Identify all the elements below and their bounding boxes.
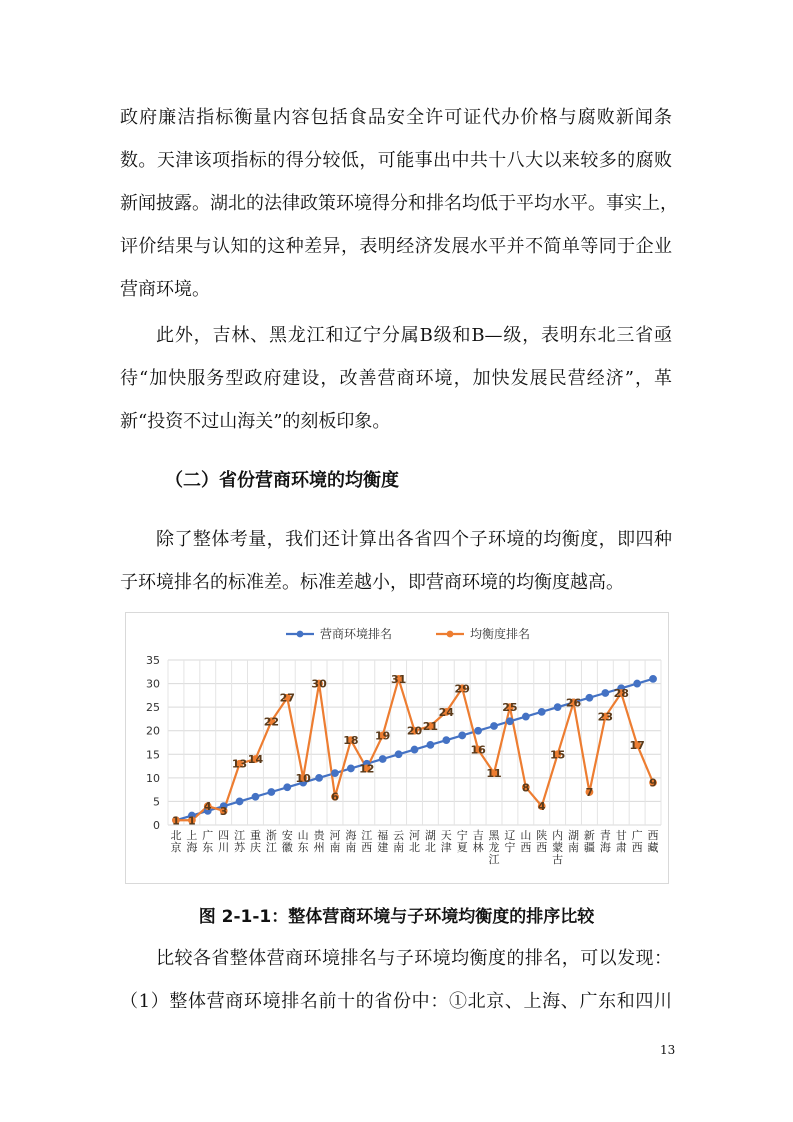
x-tick-label: 山东 <box>297 829 309 854</box>
data-point <box>395 751 402 758</box>
text-line: 除了整体考量，我们还计算出各省四个子环境的均衡度，即四种 <box>156 529 672 550</box>
data-point <box>650 675 657 682</box>
data-label: 29 <box>454 682 470 696</box>
data-point <box>347 765 354 772</box>
x-tick-label: 云南 <box>393 829 405 854</box>
data-label: 6 <box>331 790 339 804</box>
x-tick-label: 安徽 <box>281 829 293 854</box>
data-label: 25 <box>502 701 518 715</box>
x-tick-label: 辽宁 <box>504 829 516 854</box>
x-tick-label: 新疆 <box>583 829 595 854</box>
x-tick-label: 内蒙古 <box>552 829 564 866</box>
data-label: 7 <box>585 786 594 799</box>
x-tick-label: 福建 <box>377 829 389 854</box>
legend-label: 均衡度排名 <box>470 627 531 641</box>
x-tick-label: 贵州 <box>313 829 325 854</box>
data-point <box>475 727 482 734</box>
data-label: 27 <box>279 691 295 705</box>
data-label: 30 <box>311 677 327 691</box>
data-label: 12 <box>359 762 375 776</box>
ranking-comparison-chart <box>126 613 668 883</box>
figure-caption: 图 2-1-1：整体营商环境与子环境均衡度的排序比较 <box>198 907 595 927</box>
data-label: 26 <box>565 696 582 710</box>
x-tick-label: 上海 <box>186 829 198 854</box>
data-point <box>443 737 450 744</box>
x-tick-label: 西藏 <box>647 829 659 854</box>
data-label: 13 <box>231 757 248 771</box>
paragraph-3 <box>120 518 672 604</box>
text-line: 新“投资不过山海关”的刻板印象。 <box>120 411 391 432</box>
x-tick-label: 重庆 <box>249 829 261 854</box>
data-point <box>538 708 545 715</box>
data-label: 4 <box>203 800 212 814</box>
y-tick-label: 15 <box>146 748 160 762</box>
legend-label: 营商环境排名 <box>320 627 393 641</box>
data-label: 17 <box>629 738 645 752</box>
x-tick-label: 黑龙江 <box>488 829 500 866</box>
x-tick-label: 吉林 <box>472 829 484 854</box>
data-point <box>316 774 323 781</box>
paragraph-2 <box>120 314 672 443</box>
y-tick-label: 20 <box>146 724 160 738</box>
paragraph-1 <box>120 96 678 311</box>
x-tick-label: 河北 <box>409 829 420 854</box>
data-label: 8 <box>521 781 530 795</box>
data-label: 31 <box>390 672 407 686</box>
y-tick-label: 5 <box>153 795 160 809</box>
text-line: 评价结果与认知的这种差异，表明经济发展水平并不简单等同于企业 <box>120 236 672 257</box>
x-tick-label: 浙江 <box>265 829 277 854</box>
chart-frame <box>125 612 669 884</box>
text-line: 此外，吉林、黑龙江和辽宁分属B级和B—级，表明东北三省亟 <box>156 325 672 346</box>
data-point <box>252 793 259 800</box>
x-tick-label: 湖南 <box>568 829 580 854</box>
data-point <box>522 713 529 720</box>
data-label: 9 <box>649 776 657 790</box>
x-tick-label: 江苏 <box>234 829 246 854</box>
x-tick-label: 甘肃 <box>615 829 627 854</box>
text-line: 营商环境。 <box>120 279 210 300</box>
data-point <box>602 690 609 697</box>
text-line: 比较各省整体营商环境排名与子环境均衡度的排名，可以发现： <box>156 948 672 969</box>
x-tick-label: 河南 <box>329 829 341 854</box>
paragraph-4 <box>120 937 672 1023</box>
legend-marker <box>447 631 454 638</box>
data-point <box>427 741 434 748</box>
x-tick-label: 青海 <box>599 829 611 854</box>
data-label: 21 <box>422 720 439 733</box>
page-number: 13 <box>660 1043 676 1057</box>
x-tick-label: 宁夏 <box>456 829 468 854</box>
x-tick-label: 四川 <box>218 829 230 854</box>
data-point <box>586 694 593 701</box>
data-label: 23 <box>597 710 613 724</box>
x-tick-label: 天津 <box>440 829 452 854</box>
x-tick-label: 陕西 <box>536 829 548 854</box>
x-tick-label: 广东 <box>202 829 214 854</box>
text-line: （1）整体营商环境排名前十的省份中：①北京、上海、广东和四川 <box>120 991 672 1012</box>
y-tick-label: 10 <box>146 771 160 785</box>
data-label: 24 <box>438 705 454 719</box>
data-point <box>236 798 243 805</box>
data-point <box>379 756 386 763</box>
y-tick-label: 25 <box>146 701 160 715</box>
data-point <box>634 680 641 687</box>
legend-marker <box>297 631 304 638</box>
y-tick-label: 35 <box>146 654 160 667</box>
x-tick-label: 北京 <box>170 829 182 854</box>
data-label: 3 <box>219 804 228 818</box>
y-tick-label: 30 <box>146 677 160 691</box>
data-label: 22 <box>263 715 280 729</box>
text-line: 政府廉洁指标衡量内容包括食品安全许可证代办价格与腐败新闻条 <box>120 107 672 128</box>
y-tick-label: 0 <box>153 819 160 832</box>
data-point <box>268 789 275 796</box>
data-point <box>507 718 514 725</box>
x-tick-label: 湖北 <box>424 829 436 854</box>
x-tick-label: 山西 <box>520 829 532 854</box>
text-line: 待“加快服务型政府建设，改善营商环境，加快发展民营经济”，革 <box>120 368 672 389</box>
data-label: 11 <box>486 767 502 781</box>
data-point <box>554 704 561 711</box>
data-label: 28 <box>613 687 629 700</box>
text-line: 子环境排名的标准差。标准差越小，即营商环境的均衡度越高。 <box>120 572 624 593</box>
data-label: 18 <box>343 734 359 748</box>
x-tick-label: 广西 <box>631 829 643 854</box>
data-label: 4 <box>537 800 546 814</box>
data-label: 1 <box>172 814 180 828</box>
data-point <box>332 770 339 777</box>
data-label: 16 <box>470 743 486 757</box>
text-line: 新闻披露。湖北的法律政策环境得分和排名均低于平均水平。事实上， <box>120 193 678 214</box>
data-point <box>284 784 291 791</box>
data-label: 20 <box>406 724 423 738</box>
data-point <box>411 746 418 753</box>
data-point <box>459 732 466 739</box>
text-line: 数。天津该项指标的得分较低，可能事出中共十八大以来较多的腐败 <box>120 150 672 171</box>
x-tick-label: 江西 <box>361 829 373 854</box>
x-tick-label: 海南 <box>345 829 357 854</box>
data-label: 1 <box>188 814 196 828</box>
data-label: 14 <box>247 753 264 766</box>
data-label: 15 <box>549 748 566 762</box>
section-heading: （二）省份营商环境的均衡度 <box>165 470 399 491</box>
data-label: 10 <box>295 771 311 785</box>
data-label: 19 <box>375 729 391 743</box>
data-point <box>491 723 498 730</box>
